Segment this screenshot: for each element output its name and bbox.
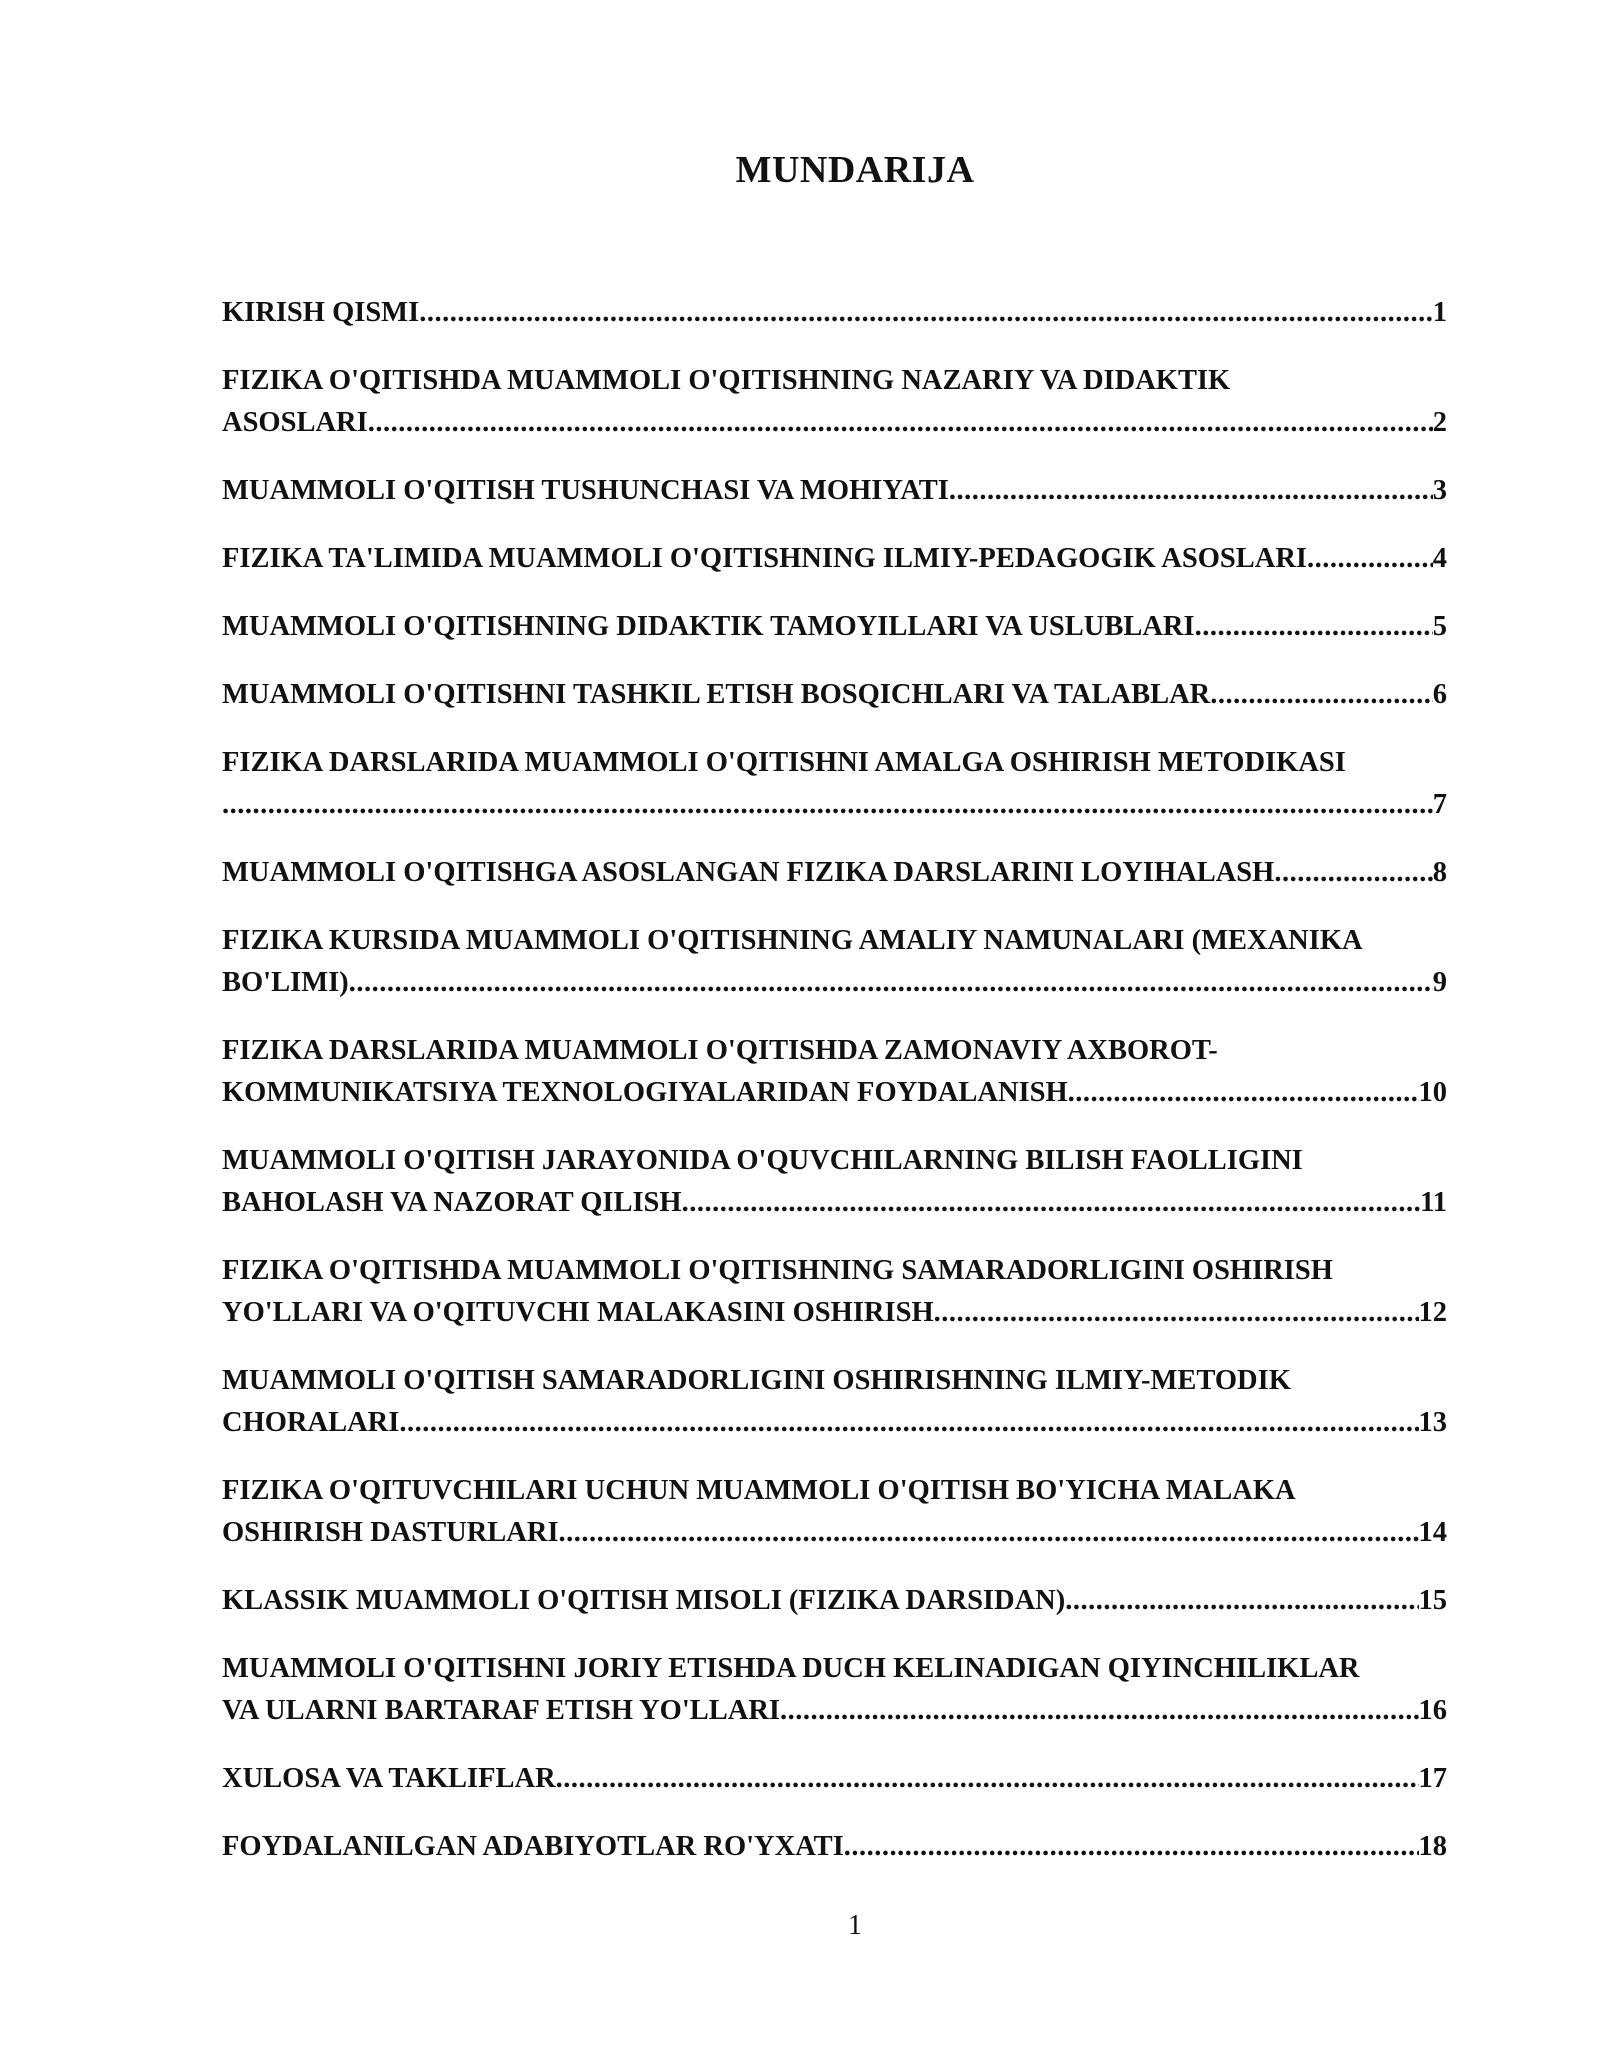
toc-entry[interactable] xyxy=(222,742,1447,826)
toc-entry[interactable] xyxy=(222,1826,1447,1868)
toc-entry-title: CHORALARI xyxy=(222,1407,400,1438)
toc-entry-title-line: FIZIKA DARSLARIDA MUAMMOLI O'QITISHDA ZAMONAVIY AXBOROT- xyxy=(222,1035,1218,1066)
page-number: 1 xyxy=(848,1910,862,1941)
toc-dot-leader xyxy=(222,784,1433,826)
toc-entry-title: BAHOLASH VA NAZORAT QILISH xyxy=(222,1187,682,1218)
toc-dot-leader xyxy=(780,1690,1418,1732)
toc-entry-page-number: 15 xyxy=(1418,1585,1447,1616)
toc-entry-page-number: 9 xyxy=(1432,967,1447,998)
toc-entry-page-number: 17 xyxy=(1418,1763,1447,1794)
toc-dot-leader xyxy=(844,1826,1419,1868)
toc-entry-title: FOYDALANILGAN ADABIYOTLAR RO'YXATI xyxy=(222,1831,844,1862)
toc-entry-title: OSHIRISH DASTURLARI xyxy=(222,1517,559,1548)
toc-entry[interactable] xyxy=(222,1470,1447,1554)
toc-entry[interactable] xyxy=(222,360,1447,444)
toc-dot-leader xyxy=(682,1182,1420,1224)
toc-entry-leader-line xyxy=(222,1580,1447,1622)
toc-entry-page-number: 12 xyxy=(1418,1297,1447,1328)
toc-dot-leader xyxy=(1068,1072,1419,1114)
toc-entry-title: KOMMUNIKATSIYA TEXNOLOGIYALARIDAN FOYDALANISH xyxy=(222,1077,1068,1108)
toc-entry-title: ASOSLARI xyxy=(222,407,368,438)
toc-entry-page-number: 1 xyxy=(1432,297,1447,328)
toc-entry-page-number: 16 xyxy=(1418,1695,1447,1726)
toc-entry-leader-line xyxy=(222,1182,1447,1224)
toc-dot-leader xyxy=(949,470,1433,512)
toc-entry[interactable] xyxy=(222,606,1447,648)
toc-entry-leader-line xyxy=(222,1758,1447,1800)
toc-entry-page-number: 14 xyxy=(1418,1517,1447,1548)
toc-dot-leader xyxy=(1210,674,1432,716)
toc-entry-leader-line xyxy=(222,538,1447,580)
toc-entry-leader-line xyxy=(222,470,1447,512)
toc-entry-page-number: 18 xyxy=(1418,1831,1447,1862)
toc-entry[interactable] xyxy=(222,470,1447,512)
toc-dot-leader xyxy=(1065,1580,1418,1622)
toc-dot-leader xyxy=(1274,852,1432,894)
toc-entry-leader-line xyxy=(222,784,1447,826)
toc-entry-title: MUAMMOLI O'QITISHGA ASOSLANGAN FIZIKA DARSLARINI LOYIHALASH xyxy=(222,857,1275,888)
toc-entry-leader-line xyxy=(222,1512,1447,1554)
toc-entry-title-line: MUAMMOLI O'QITISH SAMARADORLIGINI OSHIRISHNING ILMIY-METODIK xyxy=(222,1365,1291,1396)
toc-entry-page-number: 5 xyxy=(1432,611,1447,642)
toc-entry[interactable] xyxy=(222,920,1447,1004)
toc-entry-title-line: MUAMMOLI O'QITISH JARAYONIDA O'QUVCHILARNING BILISH FAOLLIGINI xyxy=(222,1145,1303,1176)
toc-entry-title: KLASSIK MUAMMOLI O'QITISH MISOLI (FIZIKA DARSIDAN) xyxy=(222,1585,1066,1616)
toc-entry-title-line: MUAMMOLI O'QITISHNI JORIY ETISHDA DUCH KELINADIGAN QIYINCHILIKLAR xyxy=(222,1653,1360,1684)
toc-entry-page-number: 10 xyxy=(1418,1077,1447,1108)
toc-entry-leader-line xyxy=(222,1292,1447,1334)
toc-entry-leader-line xyxy=(222,1826,1447,1868)
toc-entry[interactable] xyxy=(222,1250,1447,1334)
toc-dot-leader xyxy=(1195,606,1433,648)
toc-entry-page-number: 13 xyxy=(1418,1407,1447,1438)
toc-entry-title: XULOSA VA TAKLIFLAR xyxy=(222,1763,556,1794)
toc-entry[interactable] xyxy=(222,1580,1447,1622)
toc-dot-leader xyxy=(556,1758,1419,1800)
toc-entry-title-line: FIZIKA O'QITISHDA MUAMMOLI O'QITISHNING NAZARIY VA DIDAKTIK xyxy=(222,365,1231,396)
page-title: MUNDARIJA xyxy=(735,149,975,191)
toc-entry[interactable] xyxy=(222,1030,1447,1114)
toc-entry-page-number: 8 xyxy=(1432,857,1447,888)
toc-entry-leader-line xyxy=(222,1690,1447,1732)
toc-entry[interactable] xyxy=(222,1648,1447,1732)
toc-entry-page-number: 3 xyxy=(1432,475,1447,506)
toc-entry[interactable] xyxy=(222,674,1447,716)
toc-entry[interactable] xyxy=(222,852,1447,894)
toc-dot-leader xyxy=(368,402,1433,444)
toc-entry-title: MUAMMOLI O'QITISH TUSHUNCHASI VA MOHIYATI xyxy=(222,475,949,506)
toc-dot-leader xyxy=(419,292,1433,334)
toc-entry-leader-line xyxy=(222,1402,1447,1444)
toc-entry-leader-line xyxy=(222,292,1447,334)
toc-entry[interactable] xyxy=(222,538,1447,580)
toc-entry-title: MUAMMOLI O'QITISHNI TASHKIL ETISH BOSQICHLARI VA TALABLAR xyxy=(222,679,1211,710)
toc-entry[interactable] xyxy=(222,1140,1447,1224)
toc-dot-leader xyxy=(349,962,1433,1004)
toc-entry-leader-line xyxy=(222,402,1447,444)
toc-entry[interactable] xyxy=(222,1360,1447,1444)
toc-entry-title: BO'LIMI) xyxy=(222,967,349,998)
toc-entry-page-number: 7 xyxy=(1432,789,1447,820)
toc-entry-title-line: FIZIKA O'QITUVCHILARI UCHUN MUAMMOLI O'QITISH BO'YICHA MALAKA xyxy=(222,1475,1296,1506)
toc-entry-title-line: FIZIKA DARSLARIDA MUAMMOLI O'QITISHNI AMALGA OSHIRISH METODIKASI xyxy=(222,747,1346,778)
toc-entry-leader-line xyxy=(222,852,1447,894)
toc-entry[interactable] xyxy=(222,1758,1447,1800)
toc-entry-title: MUAMMOLI O'QITISHNING DIDAKTIK TAMOYILLARI VA USLUBLARI xyxy=(222,611,1195,642)
toc-entry-page-number: 6 xyxy=(1432,679,1447,710)
toc-entry-title-line: FIZIKA KURSIDA MUAMMOLI O'QITISHNING AMALIY NAMUNALARI (MEXANIKA xyxy=(222,925,1363,956)
toc-entry-leader-line xyxy=(222,962,1447,1004)
toc-entry-title: KIRISH QISMI xyxy=(222,297,420,328)
toc-entry-title: VA ULARNI BARTARAF ETISH YO'LLARI xyxy=(222,1695,781,1726)
toc-dot-leader xyxy=(1307,538,1433,580)
toc-entry-leader-line xyxy=(222,606,1447,648)
toc-entry-leader-line xyxy=(222,674,1447,716)
toc-entry-leader-line xyxy=(222,1072,1447,1114)
toc-entry-page-number: 2 xyxy=(1432,407,1447,438)
table-of-contents xyxy=(222,292,1447,1894)
toc-entry[interactable] xyxy=(222,292,1447,334)
toc-dot-leader xyxy=(559,1512,1419,1554)
toc-entry-title: YO'LLARI VA O'QITUVCHI MALAKASINI OSHIRISH xyxy=(222,1297,934,1328)
toc-entry-title-line: FIZIKA O'QITISHDA MUAMMOLI O'QITISHNING SAMARADORLIGINI OSHIRISH xyxy=(222,1255,1333,1286)
toc-entry-title: FIZIKA TA'LIMIDA MUAMMOLI O'QITISHNING ILMIY-PEDAGOGIK ASOSLARI xyxy=(222,543,1308,574)
toc-entry-page-number: 11 xyxy=(1420,1187,1447,1218)
toc-dot-leader xyxy=(934,1292,1419,1334)
toc-dot-leader xyxy=(399,1402,1418,1444)
toc-entry-page-number: 4 xyxy=(1432,543,1447,574)
